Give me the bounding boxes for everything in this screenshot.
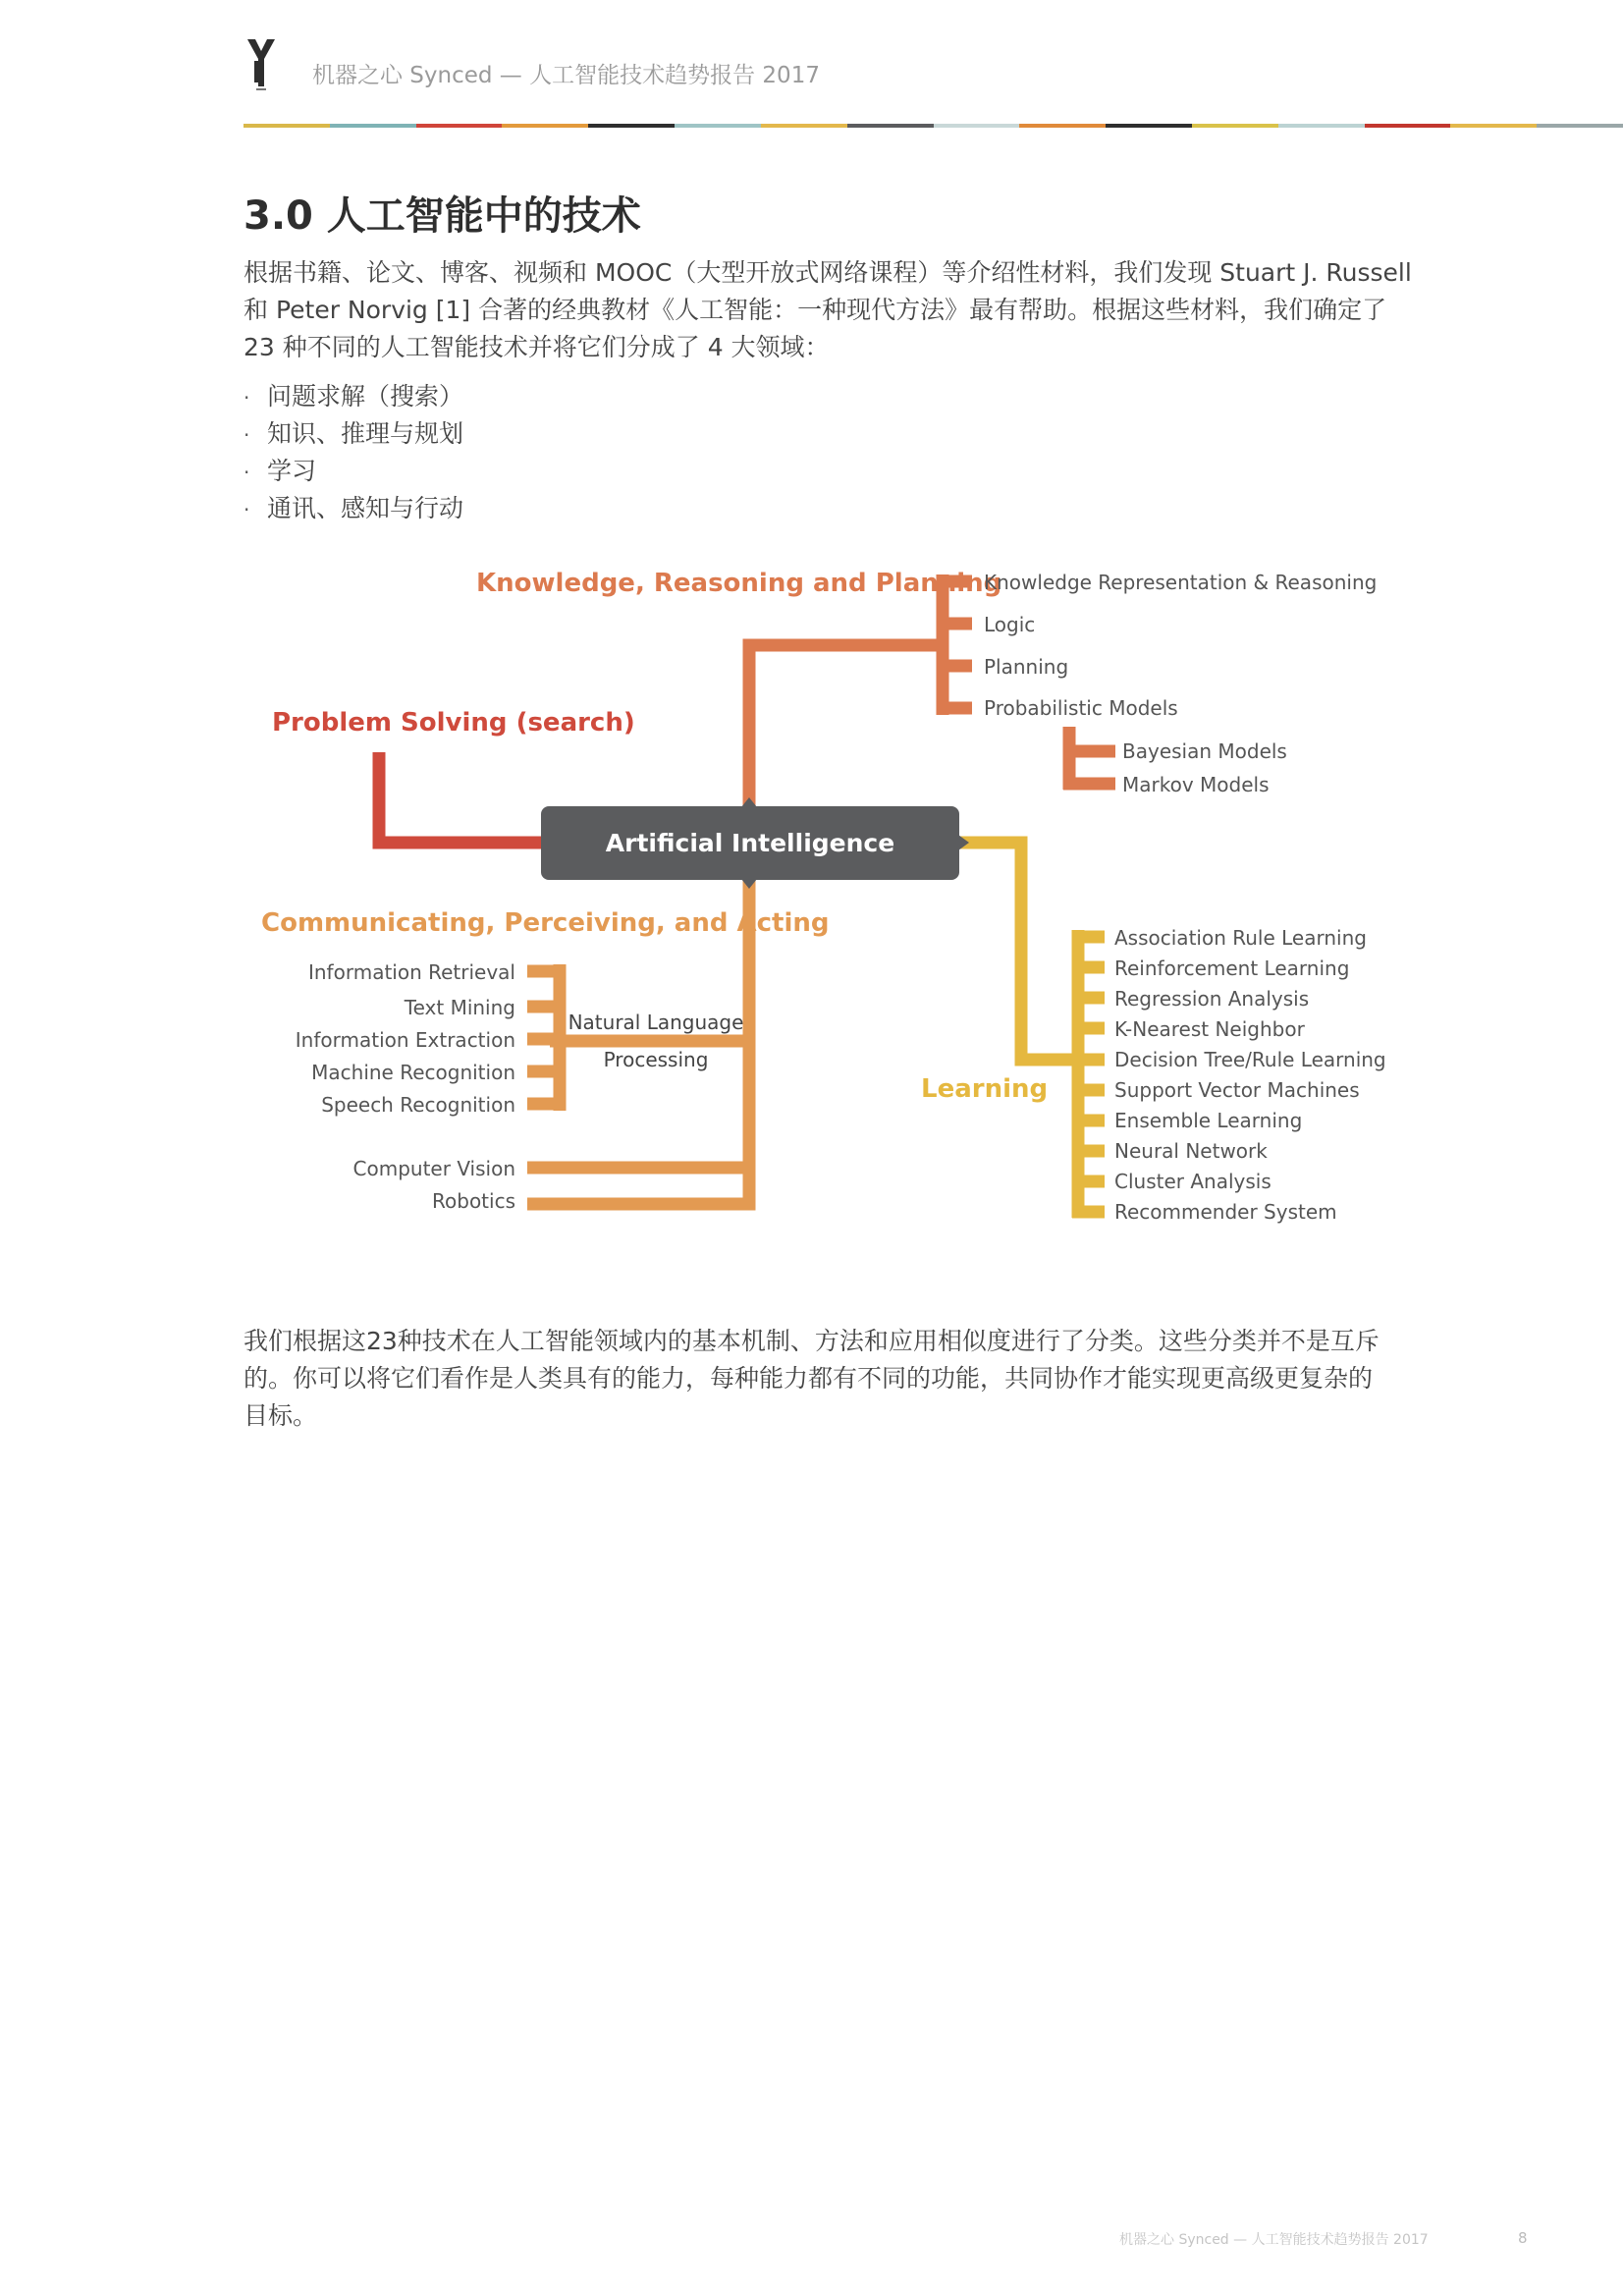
closing-line: 目标。 [243,1401,318,1430]
leaf-reinforcement-learning: Reinforcement Learning [1114,957,1350,980]
closing-line: 的。你可以将它们看作是人类具有的能力，每种能力都有不同的功能，共同协作才能实现更高级更复杂的 [243,1364,1374,1393]
leaf-robotics: Robotics [432,1189,515,1213]
leaf-association-rule-learning: Association Rule Learning [1114,926,1367,950]
leaf-machine-recognition: Machine Recognition [311,1061,515,1084]
closing-paragraph [243,1323,1382,1435]
list-item: · 学习 [243,457,317,485]
leaf-support-vector-machines: Support Vector Machines [1114,1078,1360,1102]
leaf-recommender-system: Recommender System [1114,1200,1337,1224]
knowledge-branch [749,574,1115,806]
intro-line: 根据书籍、论文、博客、视频和 MOOC（大型开放式网络课程）等介绍性材料，我们发现 Stuart J. Russell [243,258,1412,287]
intro-line: 23 种不同的人工智能技术并将它们分成了 4 大领域： [243,333,830,361]
leaf-logic: Logic [984,613,1036,636]
leaf-cluster-analysis: Cluster Analysis [1114,1170,1271,1193]
category-problem-solving: Problem Solving (search) [272,708,635,738]
leaf-text-mining: Text Mining [404,996,515,1019]
problem-solving-branch [379,752,541,843]
leaf-knowledge-representation: Knowledge Representation & Reasoning [984,571,1378,594]
category-learning: Learning [921,1074,1049,1104]
category-communicating: Communicating, Perceiving, and Acting [261,908,830,938]
category-knowledge: Knowledge, Reasoning and Planning [476,569,1002,598]
center-node-artificial-intelligence: Artificial Intelligence [541,806,959,880]
leaf-markov-models: Markov Models [1122,773,1270,796]
leaf-regression-analysis: Regression Analysis [1114,987,1310,1011]
leaf-planning: Planning [984,655,1069,679]
page-number: 8 [1518,2229,1528,2247]
list-item: · 知识、推理与规划 [243,419,464,448]
leaf-information-extraction: Information Extraction [295,1028,515,1052]
leaf-speech-recognition: Speech Recognition [321,1093,515,1117]
intro-line: 和 Peter Norvig [1] 合著的经典教材《人工智能：一种现代方法》最有帮助。根据这些材料，我们确定了 [243,296,1387,324]
leaf-decision-tree: Decision Tree/Rule Learning [1114,1048,1386,1071]
learning-branch [959,843,1105,1218]
leaf-bayesian-models: Bayesian Models [1122,739,1287,763]
section-heading: 3.0 人工智能中的技术 [243,193,641,239]
list-item: · 通讯、感知与行动 [243,494,464,522]
leaf-information-retrieval: Information Retrieval [307,960,515,984]
list-item: · 问题求解（搜索） [243,382,464,410]
leaf-k-nearest-neighbor: K-Nearest Neighbor [1114,1017,1305,1041]
nlp-label: Natural Language Processing [568,1011,744,1071]
leaf-ensemble-learning: Ensemble Learning [1114,1109,1303,1132]
leaf-computer-vision: Computer Vision [352,1157,515,1180]
leaf-probabilistic-models: Probabilistic Models [984,696,1178,720]
closing-line: 我们根据这23种技术在人工智能领域内的基本机制、方法和应用相似度进行了分类。这些分类并不是互斥 [243,1327,1380,1355]
header-title: 机器之心 Synced — 人工智能技术趋势报告 2017 [312,63,820,88]
footer-text: 机器之心 Synced — 人工智能技术趋势报告 2017 [1119,2232,1429,2248]
leaf-neural-network: Neural Network [1114,1139,1268,1163]
